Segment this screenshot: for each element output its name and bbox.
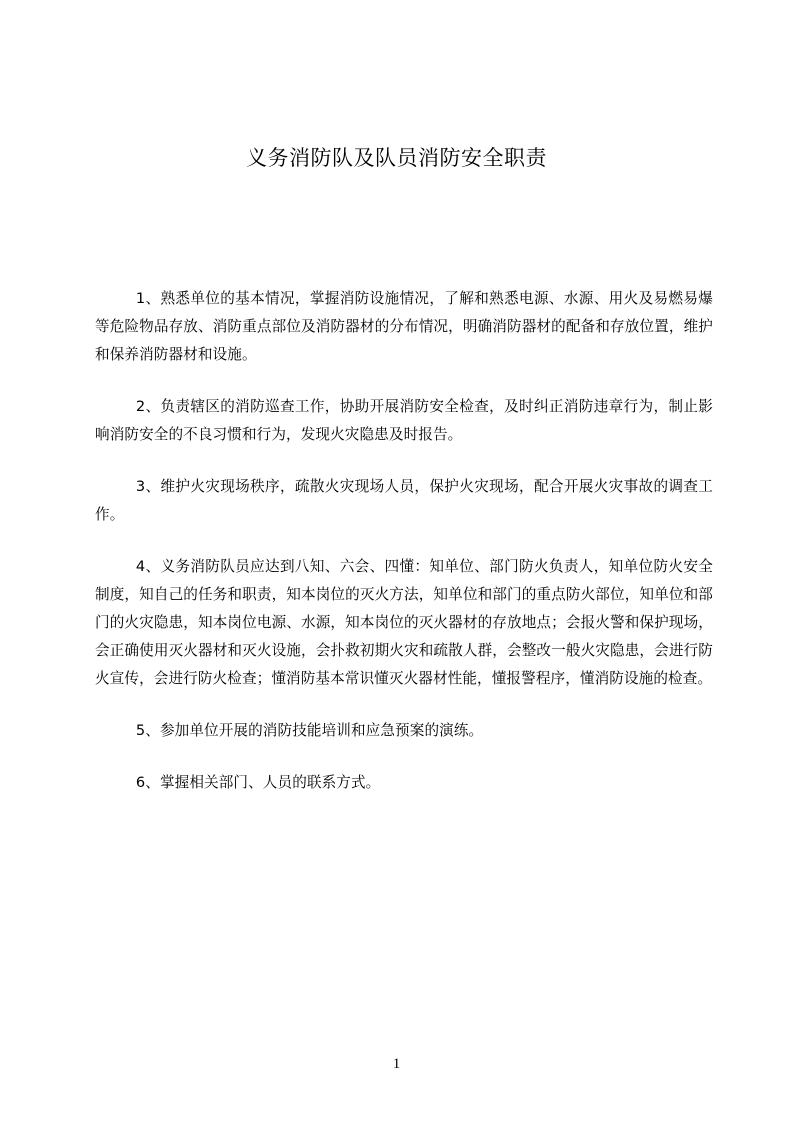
paragraph-4: 4、义务消防队员应达到八知、六会、四懂：知单位、部门防火负责人，知单位防火安全制度，知自己的任务和职责，知本岗位的灭火方法，知单位和部门的重点防火部位，知单位和部门的火灾隐患，知本岗位电源、水源，知本岗位的灭火器材的存放地点；会报火警和保护现场，会正确使用灭火器材和灭火设施，会扑救初期火灾和疏散人群，会整改一般火灾隐患，会进行防火宣传，会进行防火检查；懂消防基本常识懂灭火器材性能，懂报警程序，懂消防设施的检查。 bbox=[95, 558, 713, 687]
paragraph-6: 6、掌握相关部门、人员的联系方式。 bbox=[135, 774, 381, 791]
paragraph-3: 3、维护火灾现场秩序，疏散火灾现场人员，保护火灾现场，配合开展火灾事故的调查工作。 bbox=[95, 478, 713, 523]
paragraph-2: 2、负责辖区的消防巡查工作，协助开展消防安全检查，及时纠正消防违章行为，制止影响消防安全的不良习惯和行为，发现火灾隐患及时报告。 bbox=[95, 398, 713, 443]
paragraph-1: 1、熟悉单位的基本情况，掌握消防设施情况，了解和熟悉电源、水源、用火及易燃易爆等危险物品存放、消防重点部位及消防器材的分布情况，明确消防器材的配备和存放位置，维护和保养消防器材和设施。 bbox=[95, 290, 713, 363]
document-title: 义务消防队及队员消防安全职责 bbox=[246, 146, 547, 170]
paragraph-5: 5、参加单位开展的消防技能培训和应急预案的演练。 bbox=[135, 722, 484, 739]
page-number: 1 bbox=[392, 1056, 401, 1072]
document-body bbox=[95, 285, 713, 821]
